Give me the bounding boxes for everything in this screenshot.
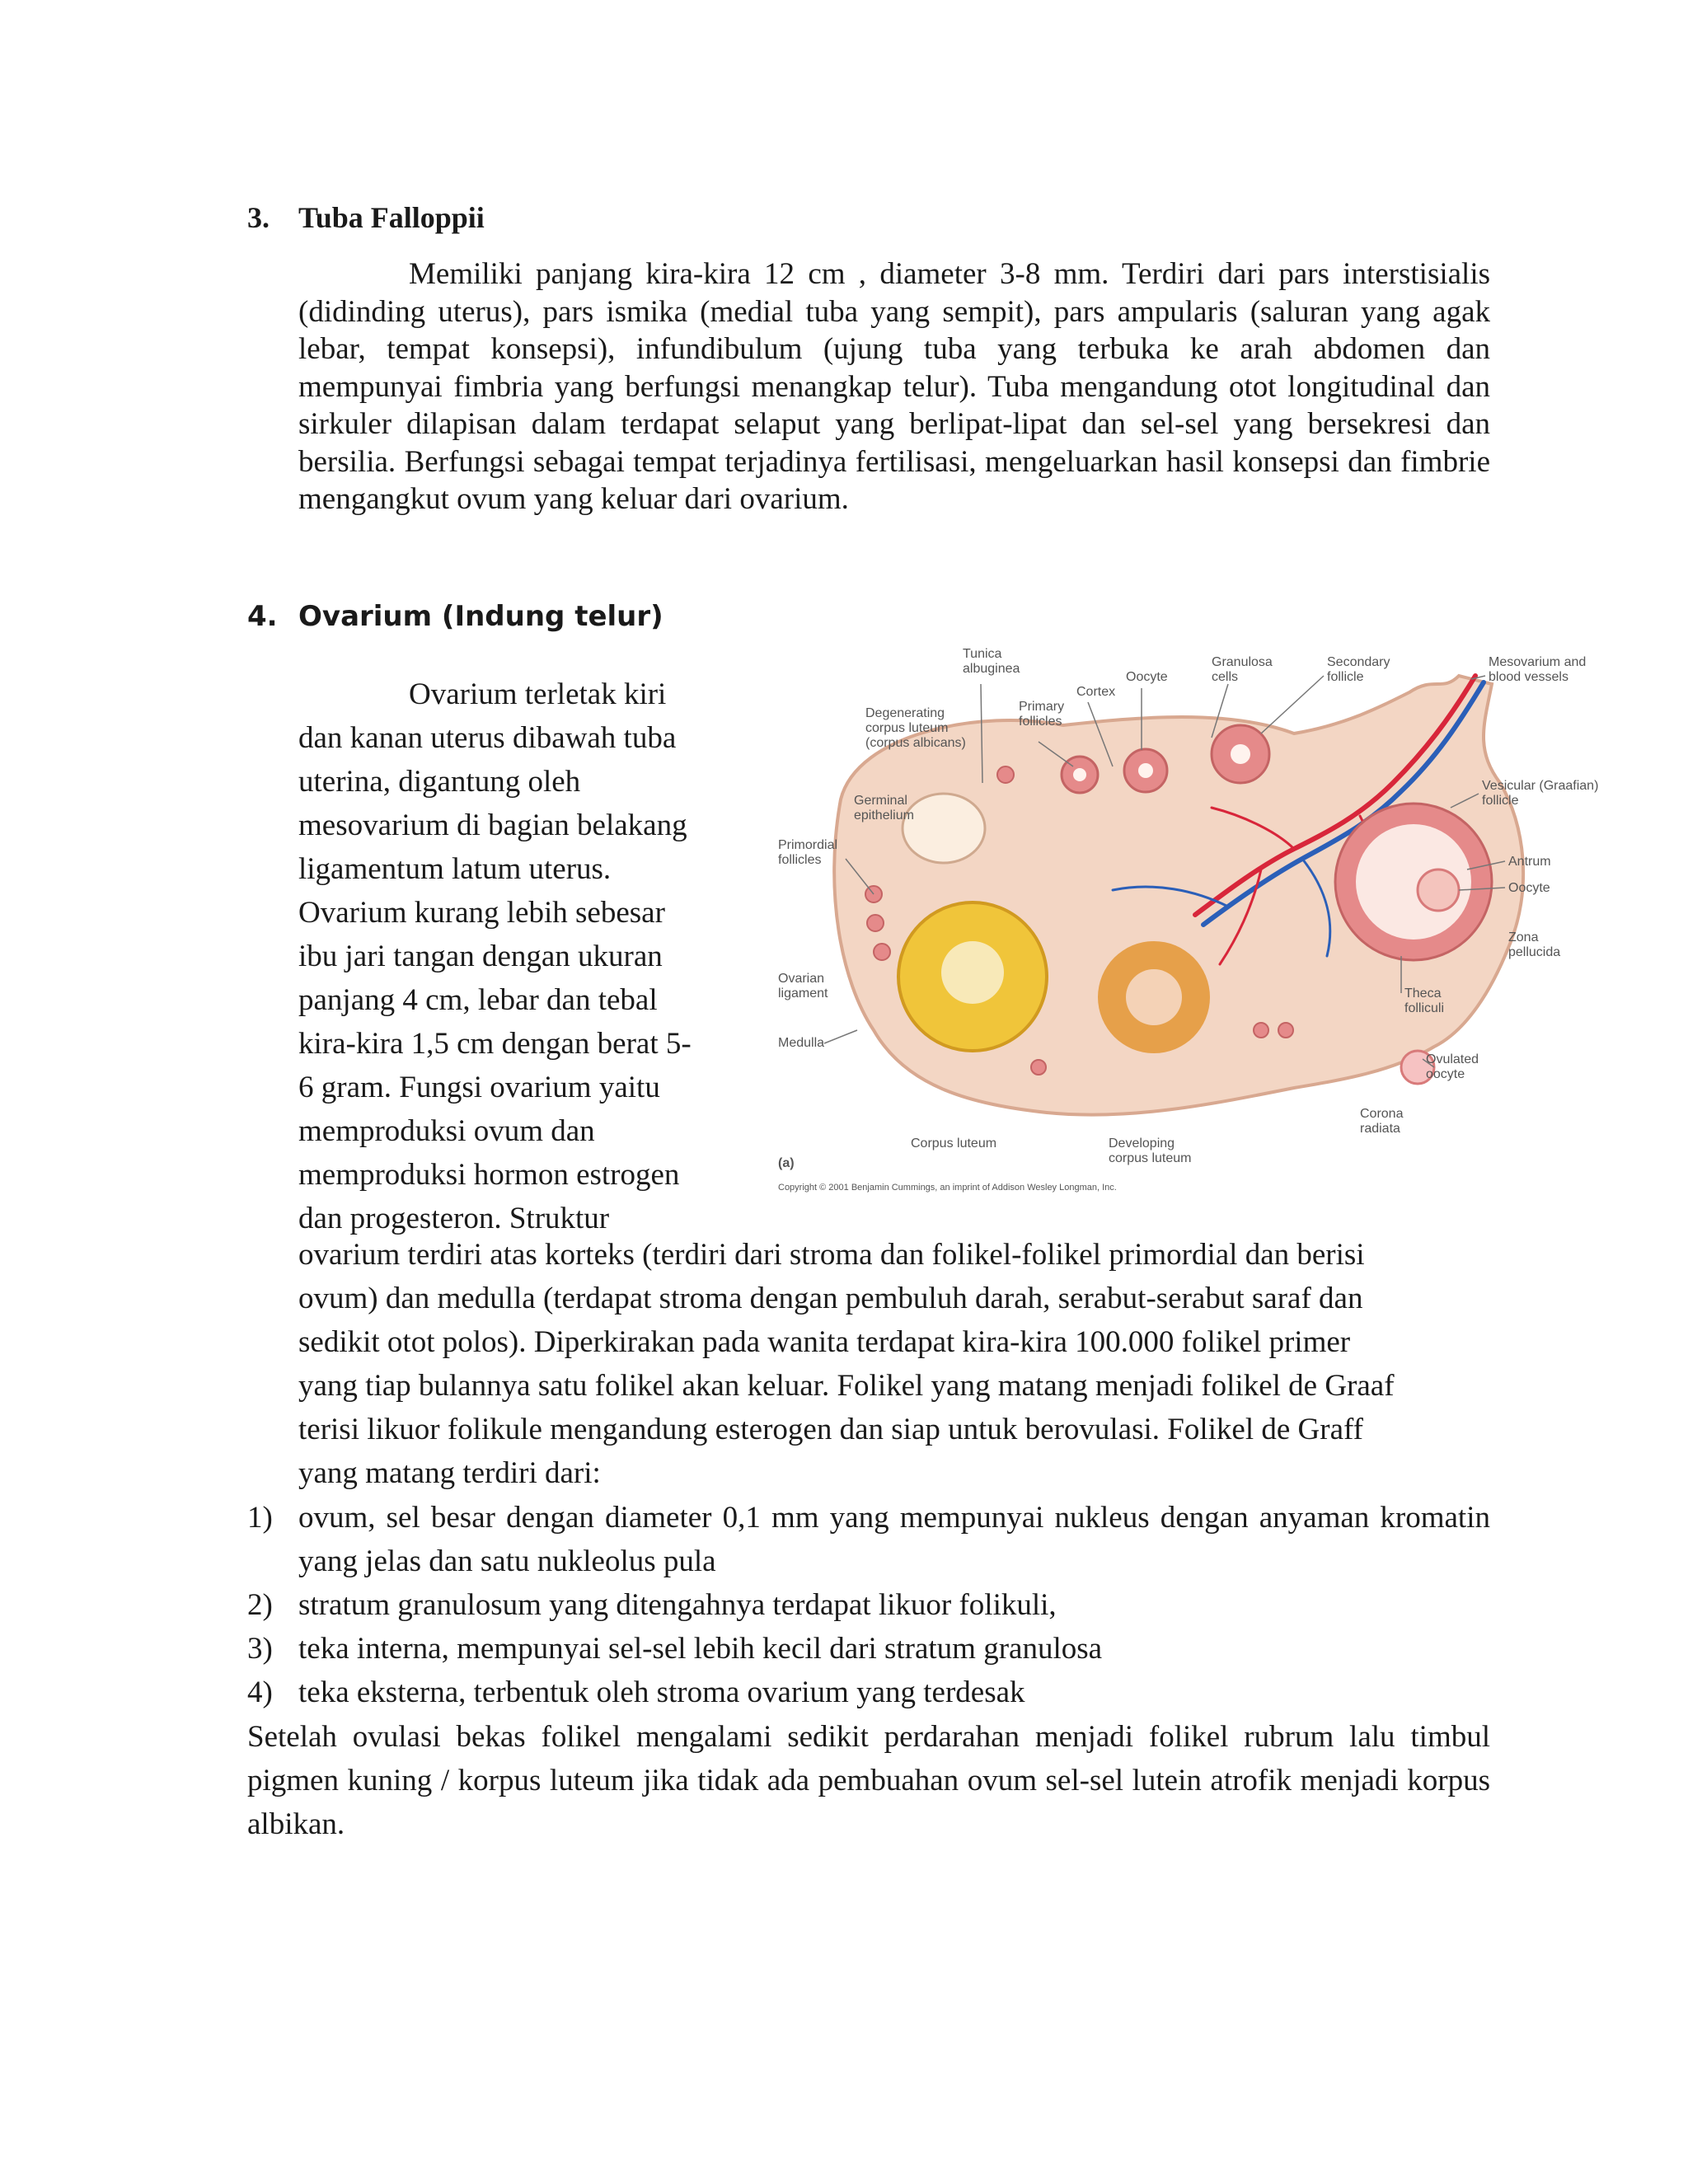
list-number: 1) [247,1501,273,1535]
label-antrum: Antrum [1508,855,1551,869]
section-number: 4. [247,600,278,633]
label-degenerating-corpus-luteum: Degenerating corpus luteum (corpus albicans) [865,706,966,750]
label-granulosa-cells: Granulosa cells [1212,655,1273,684]
text-line: mesovarium di bagian belakang [298,808,687,842]
ovarium-wrapped-text [298,673,727,1240]
list-item [247,1583,1490,1627]
ovary-anatomy-figure [767,643,1624,1203]
text-line: ovum) dan medulla (terdapat stroma dengan pembuluh darah, serabut-serabut saraf dan [298,1282,1363,1315]
label-primordial-follicles: Primordial follicles [778,838,838,867]
text-line: Ovarium kurang lebih sebesar [298,896,665,930]
label-ovarian-ligament: Ovarian ligament [778,972,828,1001]
primordial-follicle [1278,1023,1293,1038]
text-line: memproduksi ovum dan [298,1114,595,1148]
label-vesicular-follicle: Vesicular (Graafian) follicle [1482,779,1599,808]
label-theca-folliculi: Theca folliculi [1404,987,1445,1015]
list-number: 2) [247,1588,273,1622]
label-developing-corpus-luteum: Developing corpus luteum [1109,1137,1192,1165]
text-line: yang matang terdiri dari: [298,1456,601,1490]
vesicular-follicle [1335,804,1492,960]
leader-line [824,1030,857,1043]
secondary-follicle [1212,725,1269,783]
primordial-follicle [874,944,890,960]
closing-paragraph: Setelah ovulasi bekas folikel mengalami sedikit perdarahan menjadi folikel rubrum lalu timbul pigmen kuning / korpus luteum jika tidak ada pembuahan ovum sel-sel lutein atrofik menjadi korpus albikan. [247,1720,1490,1841]
section-3-heading [247,200,485,235]
text-line: panjang 4 cm, lebar dan tebal [298,983,658,1017]
text-line: dan kanan uterus dibawah tuba [298,721,677,755]
label-oocyte-right: Oocyte [1508,881,1550,895]
label-germinal-epithelium: Germinal epithelium [854,794,914,823]
primordial-follicle [1254,1023,1268,1038]
list-text: ovum, sel besar dengan diameter 0,1 mm yang mempunyai nukleus dengan anyaman kromatin yang jelas dan satu nukleolus pula [298,1501,1490,1578]
label-medulla: Medulla [778,1036,825,1050]
section-4-heading [247,600,663,633]
text-line: kira-kira 1,5 cm dengan berat 5- [298,1027,692,1061]
text-line: ligamentum latum uterus. [298,852,612,886]
figure-copyright: Copyright © 2001 Benjamin Cummings, an imprint of Addison Wesley Longman, Inc. [778,1183,1117,1193]
list-item [247,1496,1490,1583]
list-number: 3) [247,1632,273,1666]
section-number: 3. [247,201,270,234]
list-text: teka eksterna, terbentuk oleh stroma ovarium yang terdesak [298,1675,1025,1709]
text-line: Ovarium terletak kiri [409,677,667,711]
text-line: 6 gram. Fungsi ovarium yaitu [298,1071,660,1104]
list-text: teka interna, mempunyai sel-sel lebih kecil dari stratum granulosa [298,1632,1103,1666]
follicle-oocyte [1231,744,1250,764]
text-line: yang tiap bulannya satu folikel akan keluar. Folikel yang matang menjadi folikel de Graaf [298,1369,1395,1403]
graafian-oocyte [1418,869,1459,911]
primordial-follicle [867,915,884,931]
leader-line [1261,676,1324,733]
text-line: terisi likuor folikule mengandung esterogen dan siap untuk berovulasi. Folikel de Graff [298,1413,1363,1446]
label-cortex: Cortex [1076,685,1116,699]
list-number: 4) [247,1675,273,1709]
text-line: uterina, digantung oleh [298,765,581,799]
list-item [247,1627,1490,1671]
text-line: memproduksi hormon estrogen [298,1158,680,1192]
label-primary-follicles: Primary follicles [1019,700,1065,729]
graaf-follicle-list [247,1496,1490,1714]
primordial-follicle [997,766,1014,783]
text-line: ovarium terdiri atas korteks (terdiri dari stroma dan folikel-folikel primordial dan berisi [298,1238,1365,1272]
corpus-luteum-inner [941,941,1004,1004]
label-tunica-albuginea: Tunica albuginea [963,647,1020,676]
corpus-luteum [898,902,1047,1051]
section-title: Tuba Falloppii [298,201,485,234]
label-ovulated-oocyte: Ovulated oocyte [1426,1052,1479,1081]
list-item [247,1671,1490,1714]
corpus-albicans [903,794,985,863]
section-title: Ovarium (Indung telur) [298,600,663,633]
label-mesovarium: Mesovarium and blood vessels [1489,655,1587,684]
text-line: dan progesteron. Struktur [298,1202,610,1235]
primary-follicle [1124,749,1167,792]
label-oocyte-top: Oocyte [1126,670,1168,684]
label-corpus-luteum: Corpus luteum [911,1137,997,1151]
follicle-oocyte [1073,768,1086,781]
follicle-oocyte [1138,763,1153,778]
text-line: ibu jari tangan dengan ukuran [298,940,663,973]
ovarium-full-text [298,1233,1490,1495]
label-panel-a: (a) [778,1156,795,1170]
developing-inner [1126,969,1182,1025]
list-text: stratum granulosum yang ditengahnya terdapat likuor folikuli, [298,1588,1057,1622]
label-zona-pellucida: Zona pellucida [1508,930,1561,959]
text-line: sedikit otot polos). Diperkirakan pada wanita terdapat kira-kira 100.000 folikel primer [298,1325,1351,1359]
developing-corpus-luteum [1098,941,1210,1053]
paragraph-text: Memiliki panjang kira-kira 12 cm , diameter 3-8 mm. Terdiri dari pars interstisialis (didinding uterus), pars ismika (medial tuba yang sempit), pars ampularis (saluran yang agak lebar, tempat konsepsi), infundibulum (ujung tuba yang terbuka ke arah abdomen dan mempunyai fimbria yang berfungsi menangkap telur). Tuba mengandung otot longitudinal dan sirkuler dilapisan dalam terdapat selaput yang berlipat-lipat dan sel-sel yang bersekresi dan bersilia. Berfungsi sebagai tempat terjadinya fertilisasi, mengeluarkan hasil konsepsi dan fimbrie mengangkut ovum yang keluar dari ovarium. [298,257,1490,516]
section-3-paragraph [298,255,1490,518]
primordial-follicle [1031,1060,1046,1075]
label-corona-radiata: Corona radiata [1360,1107,1404,1136]
label-secondary-follicle: Secondary follicle [1327,655,1390,684]
